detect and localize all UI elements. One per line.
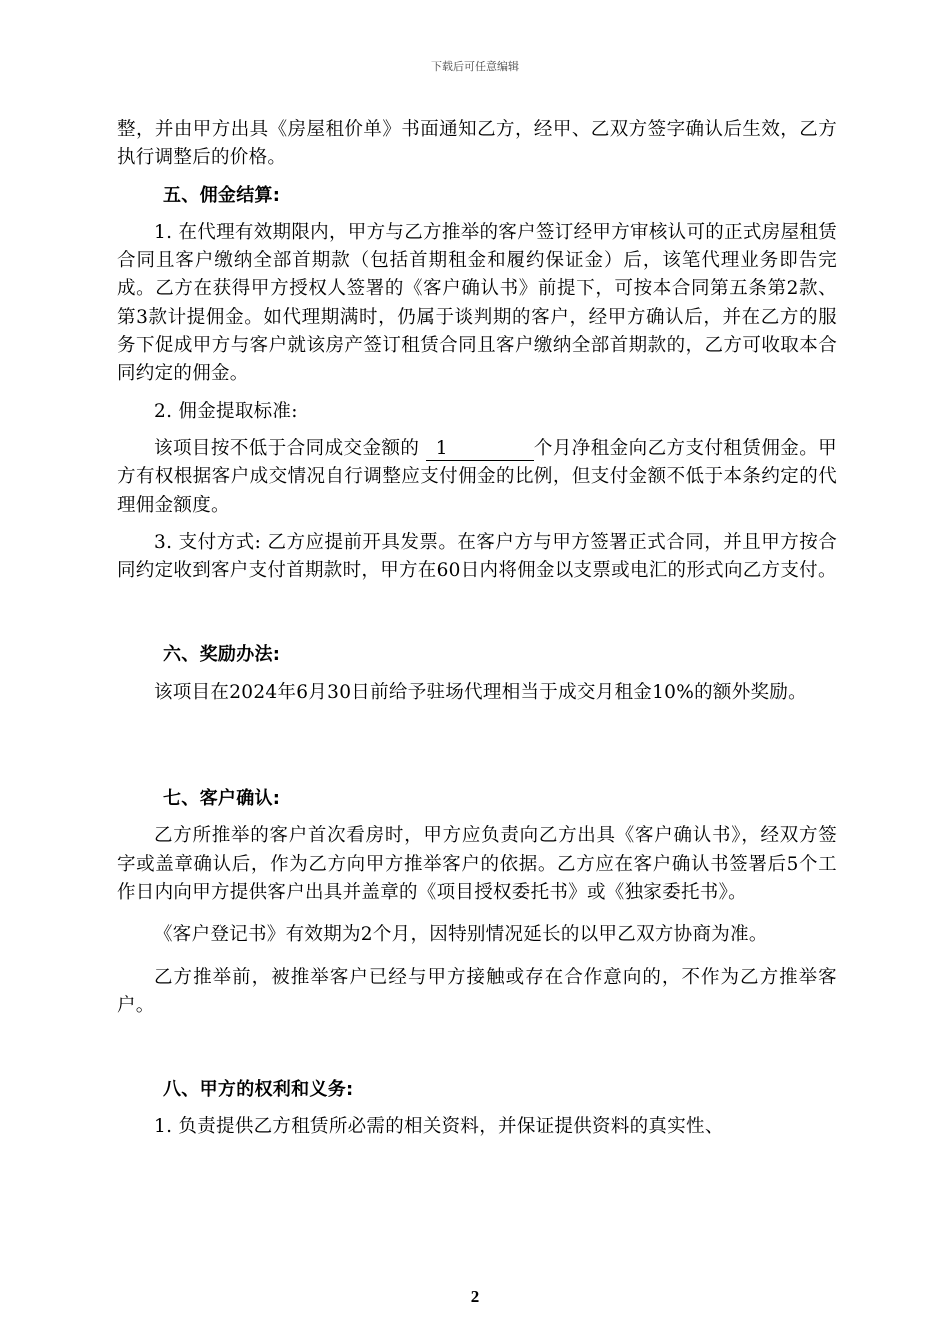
section-7-para-3: 乙方推举前，被推举客户已经与甲方接触或存在合作意向的，不作为乙方推举客户。	[117, 966, 837, 1016]
section-8-heading: 八、甲方的权利和义务:	[163, 1079, 354, 1101]
section-5-heading: 五、佣金结算:	[163, 184, 281, 206]
commission-text-after: 个月净租金向乙方支付租赁佣金。甲方有权根据客户成交情况自行调整应支付佣金的比例，但支付金额不低于本条约定的代理佣金额度。	[117, 437, 837, 516]
section-5-item-3: 3. 支付方式: 乙方应提前开具发票。在客户方与甲方签署正式合同，并且甲方按合同约定收到客户支付首期款时，甲方在60日内将佣金以支票或电汇的形式向乙方支付。	[117, 531, 837, 582]
section-5-item-1: 1. 在代理有效期限内，甲方与乙方推举的客户签订经甲方审核认可的正式房屋租赁合同且客户缴纳全部首期款（包括首期租金和履约保证金）后，该笔代理业务即告完成。乙方在获得甲方授权人签署的《客户确认书》前提下，可按本合同第五条第2款、第3款计提佣金。如代理期满时，仍属于谈判期的客户，经甲方确认后，并在乙方的服务下促成甲方与客户就该房产签订租赁合同且客户缴纳全部首期款的，乙方可收取本合同约定的佣金。	[117, 221, 837, 385]
section-7-heading: 七、客户确认:	[163, 788, 281, 810]
section-7-para-1: 乙方所推举的客户首次看房时，甲方应负责向乙方出具《客户确认书》，经双方签字或盖章确认后，作为乙方向甲方推举客户的依据。乙方应在客户确认书签署后5个工作日内向甲方提供客户出具并盖章的《项目授权委托书》或《独家委托书》。	[117, 825, 837, 903]
page-header-note: 下载后可任意编辑	[431, 60, 519, 73]
section-8-item-1: 1. 负责提供乙方租赁所必需的相关资料，并保证提供资料的真实性、	[154, 1116, 724, 1138]
page-number: 2	[470, 1287, 480, 1306]
commission-months-value: 1	[426, 438, 534, 461]
section-5-item-2-title: 2. 佣金提取标准:	[154, 400, 298, 422]
section-6-heading: 六、奖励办法:	[163, 644, 281, 666]
document-body	[117, 116, 837, 1142]
section-6-text: 该项目在2024年6月30日前给予驻场代理相当于成交月租金10%的额外奖励。	[154, 681, 807, 703]
intro-paragraph: 整，并由甲方出具《房屋租价单》书面通知乙方，经甲、乙双方签字确认后生效，乙方执行调整后的价格。	[117, 119, 837, 169]
section-7-para-2: 《客户登记书》有效期为2个月，因特别情况延长的以甲乙双方协商为准。	[154, 924, 768, 946]
commission-text-before: 该项目按不低于合同成交金额的	[154, 437, 426, 459]
section-5-item-2-text	[117, 435, 837, 520]
